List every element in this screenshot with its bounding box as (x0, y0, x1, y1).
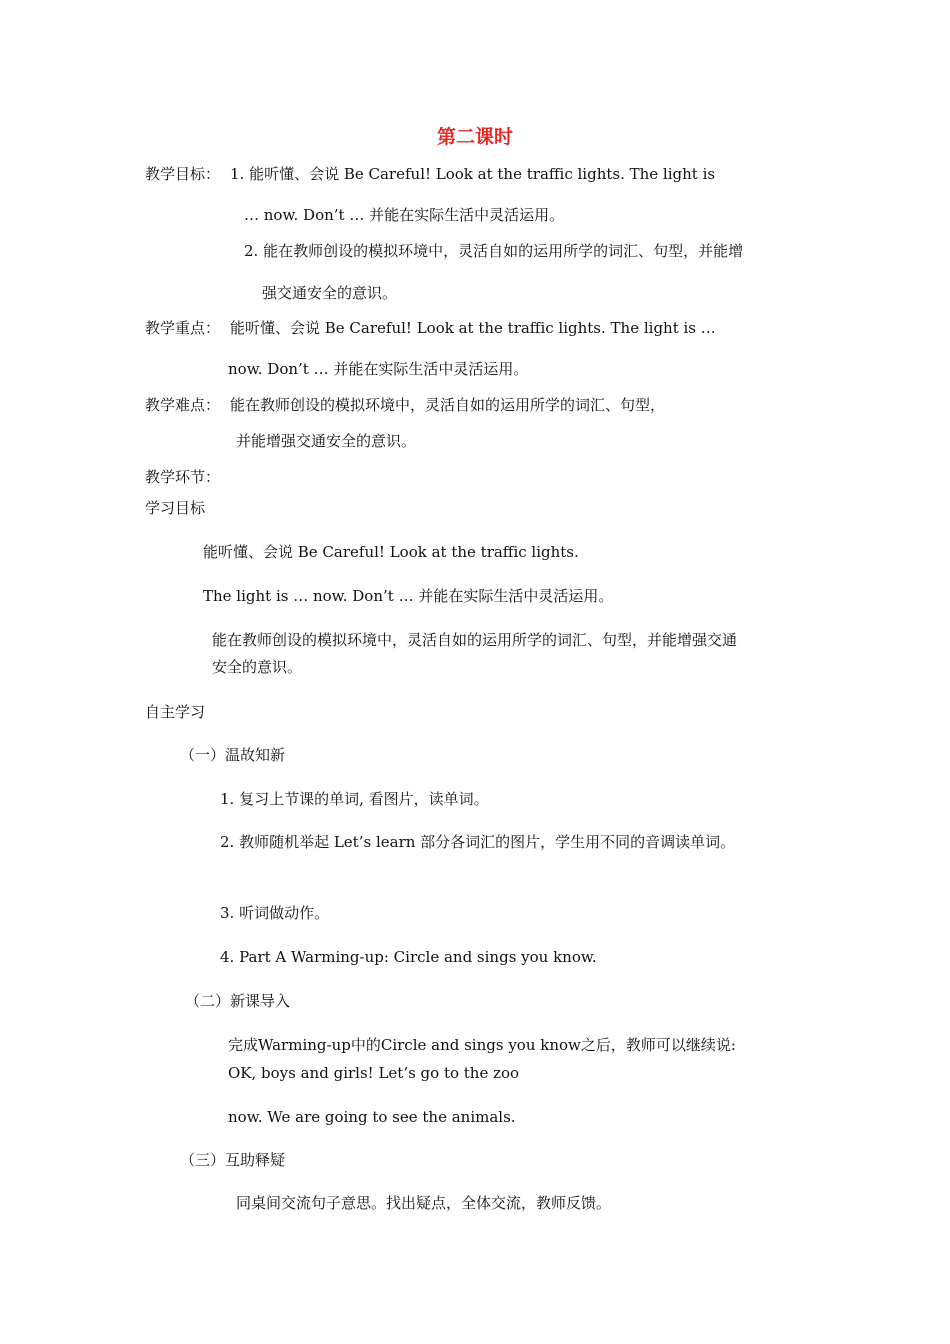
part2-line3: now. We are going to see the animals. (228, 1108, 516, 1126)
difficulties-line2: 并能增强交通安全的意识。 (236, 432, 417, 450)
objectives-item1-line2: … now. Don’t … 并能在实际生活中灵活运用。 (244, 206, 565, 224)
part1-item: 4. Part A Warming-up: Circle and sings you know. (220, 948, 597, 966)
objectives-item2-line1: 2. 能在教师创设的模拟环境中，灵活自如的运用所学的词汇、句型，并能增 (244, 242, 744, 260)
objectives-label: 教学目标： (145, 165, 221, 183)
difficulties-label: 教学难点： (145, 396, 221, 414)
part1-heading: （一）温故知新 (180, 746, 286, 764)
learning-goals-line4: 安全的意识。 (212, 658, 303, 676)
difficulties-line1: 能在教师创设的模拟环境中，灵活自如的运用所学的词汇、句型， (230, 396, 666, 414)
objectives-item2-line2: 强交通安全的意识。 (262, 284, 398, 302)
part2-heading: （二）新课导入 (185, 992, 291, 1010)
part1-item: 2. 教师随机举起 Let’s learn 部分各词汇的图片，学生用不同的音调读单词。 (220, 833, 736, 851)
learning-goals-line1: 能听懂、会说 Be Careful! Look at the traffic lights. (203, 543, 579, 561)
part3-heading: （三）互助释疑 (180, 1151, 286, 1169)
part3-line1: 同桌间交流句子意思。找出疑点，全体交流，教师反馈。 (236, 1194, 612, 1212)
part2-line1: 完成Warming-up中的Circle and sings you know之后，教师可以继续说: (228, 1036, 736, 1054)
part2-line2: OK, boys and girls! Let’s go to the zoo (228, 1064, 520, 1082)
learning-goals-heading: 学习目标 (145, 499, 206, 517)
learning-goals-line2: The light is … now. Don’t … 并能在实际生活中灵活运用。 (203, 587, 614, 605)
key-points-label: 教学重点： (145, 319, 221, 337)
part1-item: 1. 复习上节课的单词, 看图片，读单词。 (220, 790, 489, 808)
key-points-line1: 能听懂、会说 Be Careful! Look at the traffic lights. The light is … (230, 319, 716, 337)
self-study-heading: 自主学习 (145, 703, 206, 721)
steps-label: 教学环节： (145, 468, 221, 486)
part1-item: 3. 听词做动作。 (220, 904, 330, 922)
objectives-item1-line1: 1. 能听懂、会说 Be Careful! Look at the traffic lights. The light is (230, 165, 716, 183)
learning-goals-line3: 能在教师创设的模拟环境中，灵活自如的运用所学的词汇、句型，并能增强交通 (212, 631, 738, 649)
lesson-title: 第二课时 (436, 126, 513, 148)
key-points-line2: now. Don’t … 并能在实际生活中灵活运用。 (228, 360, 529, 378)
